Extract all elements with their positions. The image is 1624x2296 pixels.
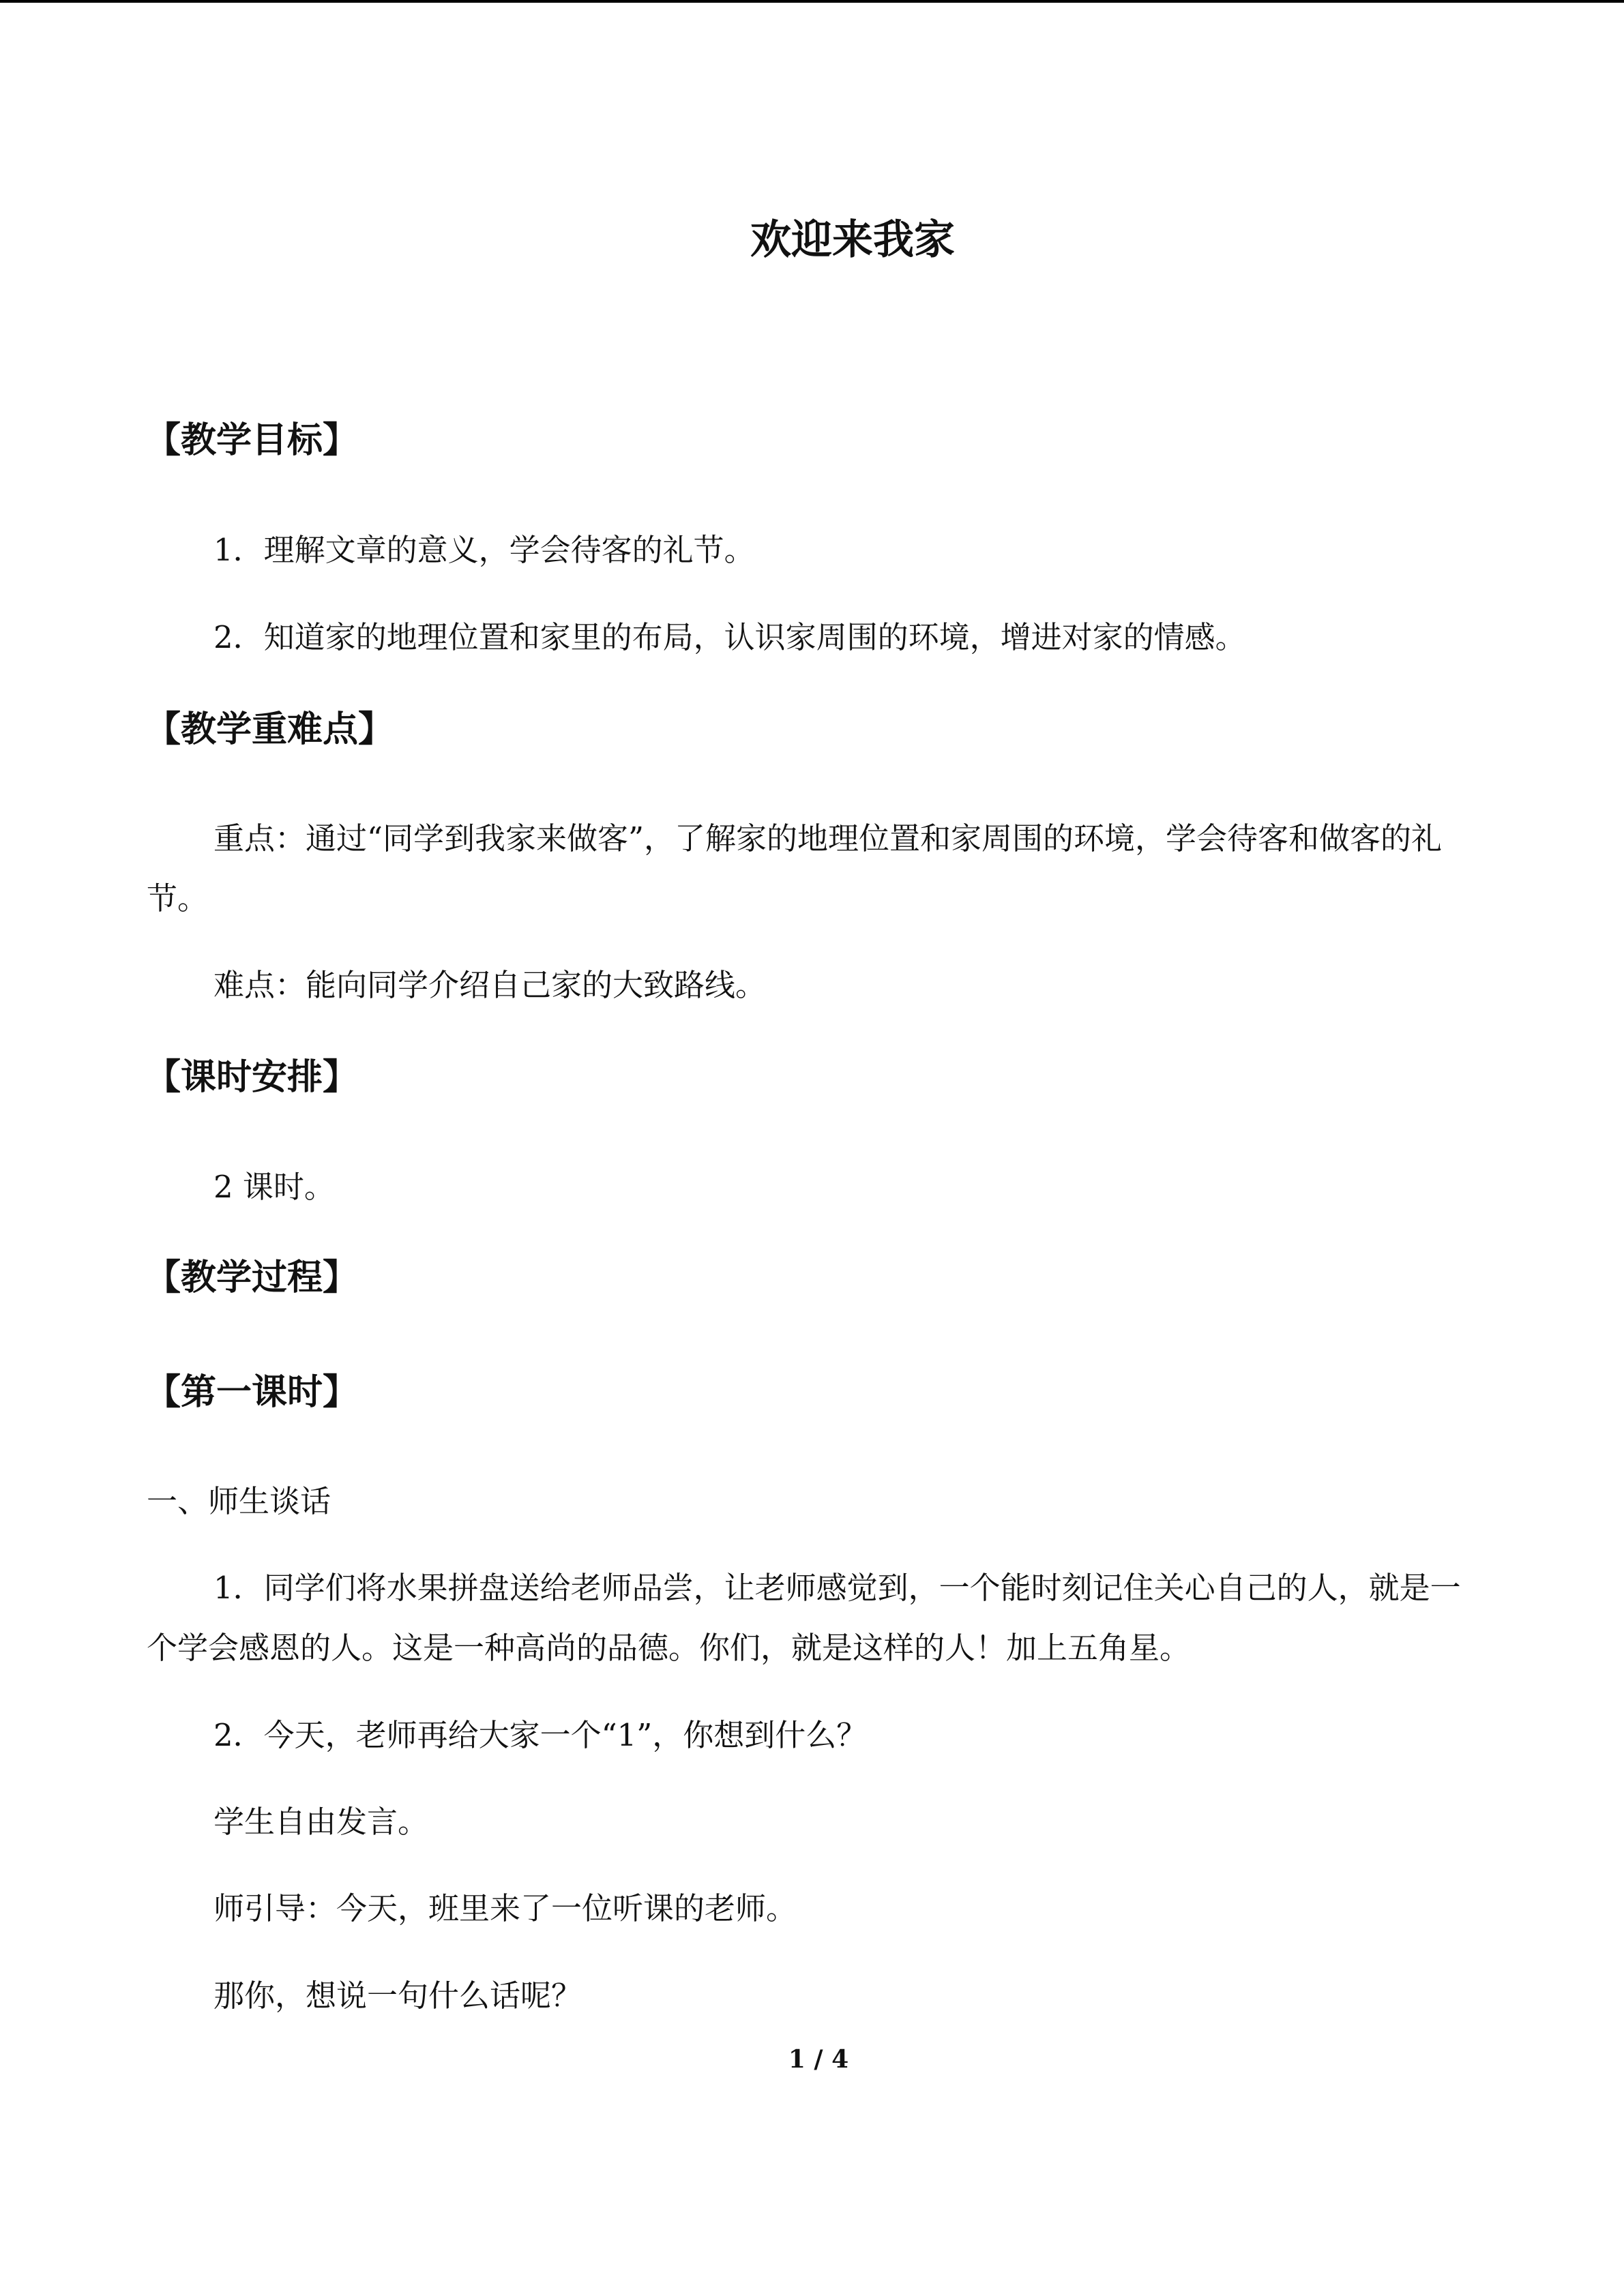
schedule-text: 2 课时。 bbox=[213, 1169, 335, 1205]
top-border-line bbox=[0, 0, 1624, 3]
lesson-paragraph-4: 师引导：今天，班里来了一位听课的老师。 bbox=[213, 1890, 797, 1926]
page-indicator: 1 / 4 bbox=[788, 2045, 849, 2074]
key-point-difficulty: 难点：能向同学介绍自己家的大致路线。 bbox=[213, 967, 767, 1003]
document-title: 欢迎来我家 bbox=[750, 216, 955, 264]
lesson-paragraph-5: 那你，想说一句什么话呢？ bbox=[213, 1978, 582, 2014]
heading-process: 【教学过程】 bbox=[145, 1257, 359, 1298]
heading-schedule: 【课时安排】 bbox=[145, 1056, 359, 1098]
lesson-paragraph-1: 1．同学们将水果拼盘送给老师品尝，让老师感觉到，一个能时刻记住关心自己的人，就是一个学会感恩的人。这是一种高尚的品德。你们，就是这样的人！加上五角星。 bbox=[147, 1570, 1461, 1666]
lesson-paragraph-2: 2．今天，老师再给大家一个“1”，你想到什么？ bbox=[213, 1717, 868, 1753]
part-title-dialogue: 一、师生谈话 bbox=[147, 1483, 331, 1519]
heading-objectives: 【教学目标】 bbox=[145, 419, 359, 461]
key-point-focus: 重点：通过“同学到我家来做客”，了解家的地理位置和家周围的环境，学会待客和做客的礼节。 bbox=[147, 820, 1443, 916]
objective-item-1: 1．理解文章的意义，学会待客的礼节。 bbox=[213, 532, 755, 568]
lesson-paragraph-3: 学生自由发言。 bbox=[213, 1804, 429, 1840]
objective-item-2: 2．知道家的地理位置和家里的布局，认识家周围的环境，增进对家的情感。 bbox=[213, 619, 1246, 655]
heading-key-points: 【教学重难点】 bbox=[145, 709, 394, 750]
heading-lesson-one: 【第一课时】 bbox=[145, 1371, 359, 1413]
